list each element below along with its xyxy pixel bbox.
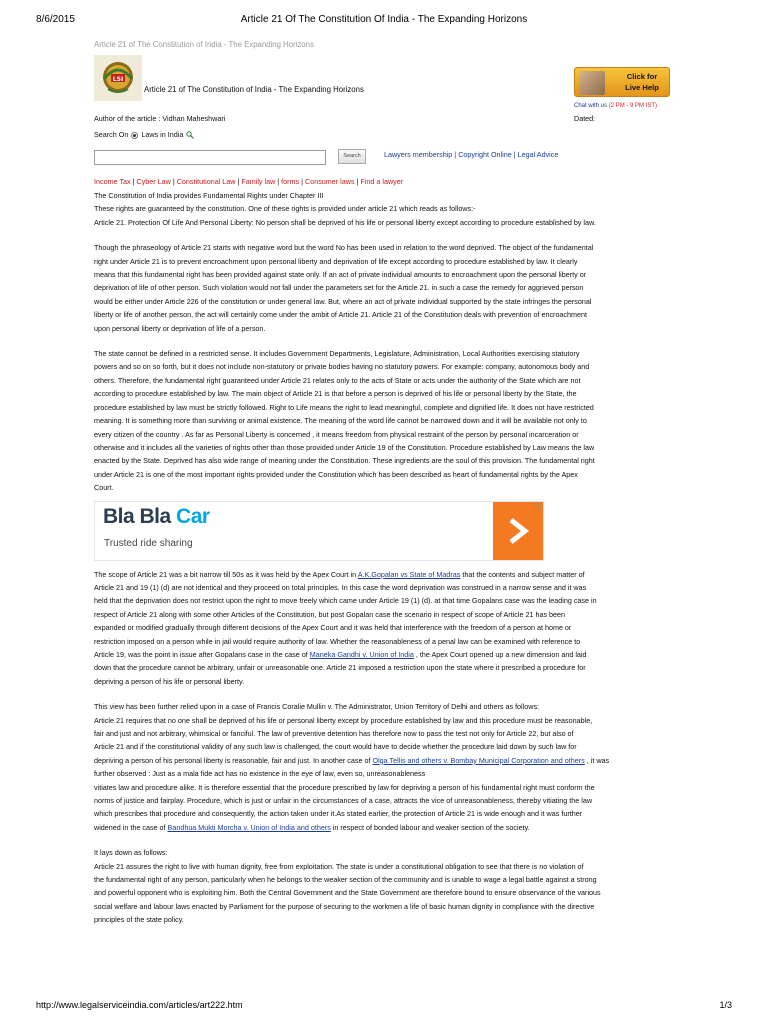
dated: Dated: xyxy=(574,114,596,123)
ad-tagline: Trusted ride sharing xyxy=(104,537,193,549)
text-line: This view has been further relied upon in a case of Francis Coralie Mullin v. The Administrator, Union Territory of Delhi and others as follows: xyxy=(94,702,540,712)
article-meta xyxy=(94,112,680,126)
text-line: would be either under Article 226 of the constitution or under general law. But, where an act of private individual supported by the state infringes the personal xyxy=(94,296,592,306)
text-line: and powerful opponent who is exploiting him. Both the Central Government and the State Government are therefore bound to ensure observance of the various xyxy=(94,888,601,898)
text-line: every citizen of the country . As far as Personal Liberty is concerned , it means freedom from physical restraint of the person by personal incarceration or xyxy=(94,429,579,439)
print-header xyxy=(36,14,732,28)
print-url: http://www.legalserviceindia.com/articles/art222.htm xyxy=(36,1000,243,1010)
ad-arrow-button[interactable] xyxy=(493,502,543,560)
ad-brand: Bla Bla Car xyxy=(103,504,210,528)
paragraph-4 xyxy=(94,700,680,834)
print-title: Article 21 Of The Constitution Of India - The Expanding Horizons xyxy=(240,14,528,25)
text-line: meaning. It is something more than surviving or animal existence. The meaning of the word life cannot be narrowed down and it will be available not only to xyxy=(94,416,587,426)
live-help-line1: Click for xyxy=(626,72,658,81)
breadcrumb: Article 21 of The Constitution of India - The Expanding Horizons xyxy=(94,40,314,49)
live-help-button[interactable] xyxy=(574,67,670,97)
agent-avatar xyxy=(579,71,605,95)
cat-cyber-law[interactable]: Cyber Law xyxy=(136,177,171,186)
gopalan-case-link[interactable]: A.K.Gopalan vs State of Madras xyxy=(357,569,461,579)
category-links: Income Tax | Cyber Law | Constitutional Law | Family law | forms | Consumer laws | Find a lawyer xyxy=(94,177,404,186)
text-line: The state cannot be defined in a restricted sense. It includes Government Departments, Legislature, Administration, Local Authorities exercising statutory xyxy=(94,349,580,359)
cat-forms[interactable]: forms xyxy=(281,177,300,186)
paragraph-2 xyxy=(94,347,680,494)
search-input[interactable] xyxy=(94,150,326,165)
logo-title: Article 21 of The Constitution of India - The Expanding Horizons xyxy=(144,85,364,94)
text-line: Article 21 and if the constitutional validity of any such law is challenged, the court would have to decide whether the procedure laid down by such law for xyxy=(94,742,577,752)
text-line: further observed : Just as a mala fide act has no existence in the eye of law, even so, unreasonableness xyxy=(94,769,426,779)
text-line: principles of the state policy. xyxy=(94,915,184,925)
author: Author of the article : Vidhan Maheshwari xyxy=(94,114,226,123)
search-row xyxy=(94,148,680,168)
cat-constitutional-law[interactable]: Constitutional Law xyxy=(176,177,236,186)
laws-in-india-label: Laws in India xyxy=(141,130,184,140)
text-line: widened in the case of Bandhua Mukti Morcha v. Union of India and others in respect of bonded labour and weaker section of the society. xyxy=(94,822,530,832)
text-line: Article 21 requires that no one shall be deprived of his life or personal liberty except by procedure established by law and this procedure must be reasonable, xyxy=(94,715,593,725)
paragraph-5 xyxy=(94,846,680,926)
intro xyxy=(94,189,680,229)
cat-find-a-lawyer[interactable]: Find a lawyer xyxy=(360,177,404,186)
cat-family-law[interactable]: Family law xyxy=(241,177,276,186)
text-line: down that the procedure cannot be arbitrary, unfair or unreasonable one. Article 21 imposed a restriction upon the state where it prescribed a procedure for xyxy=(94,663,586,673)
print-footer xyxy=(36,1000,732,1014)
logo-text: LSI xyxy=(112,76,124,83)
text-line: liberty or life of another person, the act will certainly come under the ambit of Article 21. Article 21 of the Constitution deals with prevention of encroachment xyxy=(94,310,588,320)
search-scope xyxy=(94,128,680,142)
text-line: others. Therefore, the fundamental right guaranteed under Article 21 relates only to the acts of State or acts under the authority of the State which are not xyxy=(94,375,581,385)
text-line: held that the deprivation does not restrict upon the right to move freely which came under Article 19 (1) (d). at that time Gopalans case was the leading case in xyxy=(94,596,597,606)
chevron-right-icon xyxy=(507,518,529,544)
print-date: 8/6/2015 xyxy=(36,14,75,25)
article-page xyxy=(94,38,680,927)
text-line: procedure established by law must be strictly followed. Right to Life means the right to lead meaningful, complete and dignified life. It does not have restricted xyxy=(94,402,594,412)
text-line: The scope of Article 21 was a bit narrow till 50s as it was held by the Apex Court in A.K.Gopalan vs State of Madras that the contents and subject matter of xyxy=(94,569,585,579)
text-line: enacted by the State. Deprived has also wide range of meaning under the Constitution. These ingredients are the soul of this provision. The fundamental right xyxy=(94,456,595,466)
text-line: depriving a person of his life or personal liberty. xyxy=(94,676,245,686)
bandhua-mukti-link[interactable]: Bandhua Mukti Morcha v. Union of India and others xyxy=(167,822,331,832)
text-line: fair and just and not arbitrary, whimsical or fanciful. The law of preventive detention has therefore now to pass the test not only for Article 22, but also of xyxy=(94,729,574,738)
text-line: Article 21 assures the right to live with human dignity, free from exploitation. The state is under a constitutional obligation to see that there is no violation of xyxy=(94,861,584,871)
olga-tellis-link[interactable]: Olga Tellis and others v. Bombay Municipal Corporation and others xyxy=(372,755,585,765)
live-help-line2: Live Help xyxy=(625,83,659,92)
text-line: social welfare and labour laws enacted by Parliament for the purpose of securing to the workmen a life of basic human dignity in compliance with the directive xyxy=(94,901,595,911)
text-line: the fundamental right of any person, particularly when he belongs to the weaker section of the community and is unable to wage a legal battle against a strong xyxy=(94,875,597,885)
text-line: means that this fundamental right has been provided against state only. If an act of private individual amounts to encroachment upon the personal liberty or xyxy=(94,270,587,280)
cat-income-tax[interactable]: Income Tax xyxy=(94,177,131,186)
site-logo[interactable] xyxy=(94,55,142,101)
paragraph-3 xyxy=(94,568,680,689)
text-line: depriving a person of his personal liberty is reasonable, fair and just. In another case of Olga Tellis and others v. Bombay Municipal Corporation and others , it was xyxy=(94,755,610,765)
search-icon xyxy=(186,131,194,139)
legal-advice-link[interactable]: Legal Advice xyxy=(517,150,559,159)
text-line: deprivation of life of other person. Such violation would not fall under the parameters set for the Article 21. in such a case the remedy for aggrieved person xyxy=(94,283,584,293)
laws-in-india-radio[interactable] xyxy=(131,132,138,139)
text-line: Court. xyxy=(94,483,114,493)
chat-label: Chat with us xyxy=(574,103,608,109)
text-line: Article 19, was the point in issue after Gopalans case in the case of Maneka Gandhi v. Union of India , the Apex Court opened up a new dimension and laid xyxy=(94,649,587,659)
text-line: respect of Article 21 along with some other Articles of the Constitution, but post Gopalan case the scenario in respect of scope of Article 21 has been xyxy=(94,609,566,619)
top-links: Lawyers membership | Copyright Online | Legal Advice xyxy=(384,150,559,159)
chat-time: (2 PM - 9 PM IST) xyxy=(608,103,658,109)
search-on-label: Search On xyxy=(94,130,129,140)
intro-line: The Constitution of India provides Fundamental Rights under Chapter III xyxy=(94,191,324,200)
maneka-gandhi-link[interactable]: Maneka Gandhi v. Union of India xyxy=(309,649,414,659)
ad-info-icon[interactable]: ⓘ xyxy=(533,503,540,510)
paragraph-1 xyxy=(94,241,680,335)
cat-consumer-laws[interactable]: Consumer laws xyxy=(305,177,355,186)
text-line: under Article 21 is one of the most important rights provided under the Constitution which has been described as heart of fundamental rights by the Apex xyxy=(94,469,578,479)
copyright-online-link[interactable]: Copyright Online xyxy=(458,150,512,159)
text-line: expanded or modified gradually through different decisions of the Apex Court and it was held that interference with the freedom of a person at home or xyxy=(94,623,572,633)
intro-line: These rights are guaranteed by the constitution. One of these rights is provided under article 21 which reads as follows:- xyxy=(94,204,476,214)
text-line: Article 21 and 19 (1) (d) are not identical and they proceed on total principles. In this case the word deprivation was construed in a narrow sense and it was xyxy=(94,582,587,592)
page-number: 1/3 xyxy=(719,1000,732,1010)
text-line: powers and so on so forth, but it does not include non-statutory or private bodies having no statutory powers. For example: company, autonomous body and xyxy=(94,362,590,372)
intro-line: Article 21. Protection Of Life And Personal Liberty: No person shall be deprived of his life or personal liberty except according to procedure established by law. xyxy=(94,217,596,227)
text-line: according to procedure established by law. The main object of Article 21 is that before a person is deprived of his life or personal liberty by the State, the xyxy=(94,389,577,399)
text-line: upon personal liberty or deprivation of life of a person. xyxy=(94,323,266,333)
blablacar-ad[interactable] xyxy=(94,501,544,561)
text-line: norms of justice and fairplay. Procedure, which is just or unfair in the circumstances of a case, attracts the vice of unreasonableness, thereby vitiating the law xyxy=(94,796,593,806)
text-line: It lays down as follows: xyxy=(94,848,168,858)
text-line: otherwise and it includes all the varieties of rights other than those provided under Article 19 of the Constitution. Procedure established by Law means the law xyxy=(94,442,595,452)
text-line: restriction imposed on a person while in jail would require authority of law. Whether the reasonableness of a penal law can be examined with reference to xyxy=(94,636,581,646)
search-button[interactable]: Search xyxy=(338,149,366,164)
text-line: right under Article 21 is to prevent encroachment upon personal liberty and deprivation of life except according to procedure established by law. It clearly xyxy=(94,256,578,266)
text-line: vitiates law and procedure alike. It is therefore essential that the procedure prescribed by law for depriving a person of his fundamental right must conform the xyxy=(94,782,595,792)
text-line: Though the phraseology of Article 21 starts with negative word but the word No has been used in relation to the word deprived. The object of the fundamental xyxy=(94,243,594,253)
lawyers-membership-link[interactable]: Lawyers membership xyxy=(384,150,453,159)
text-line: which prescribes that procedure and consequently, the action taken under it.As stated earlier, the protection of Article 21 is wide enough and it was further xyxy=(94,809,583,819)
title-row xyxy=(94,53,680,109)
